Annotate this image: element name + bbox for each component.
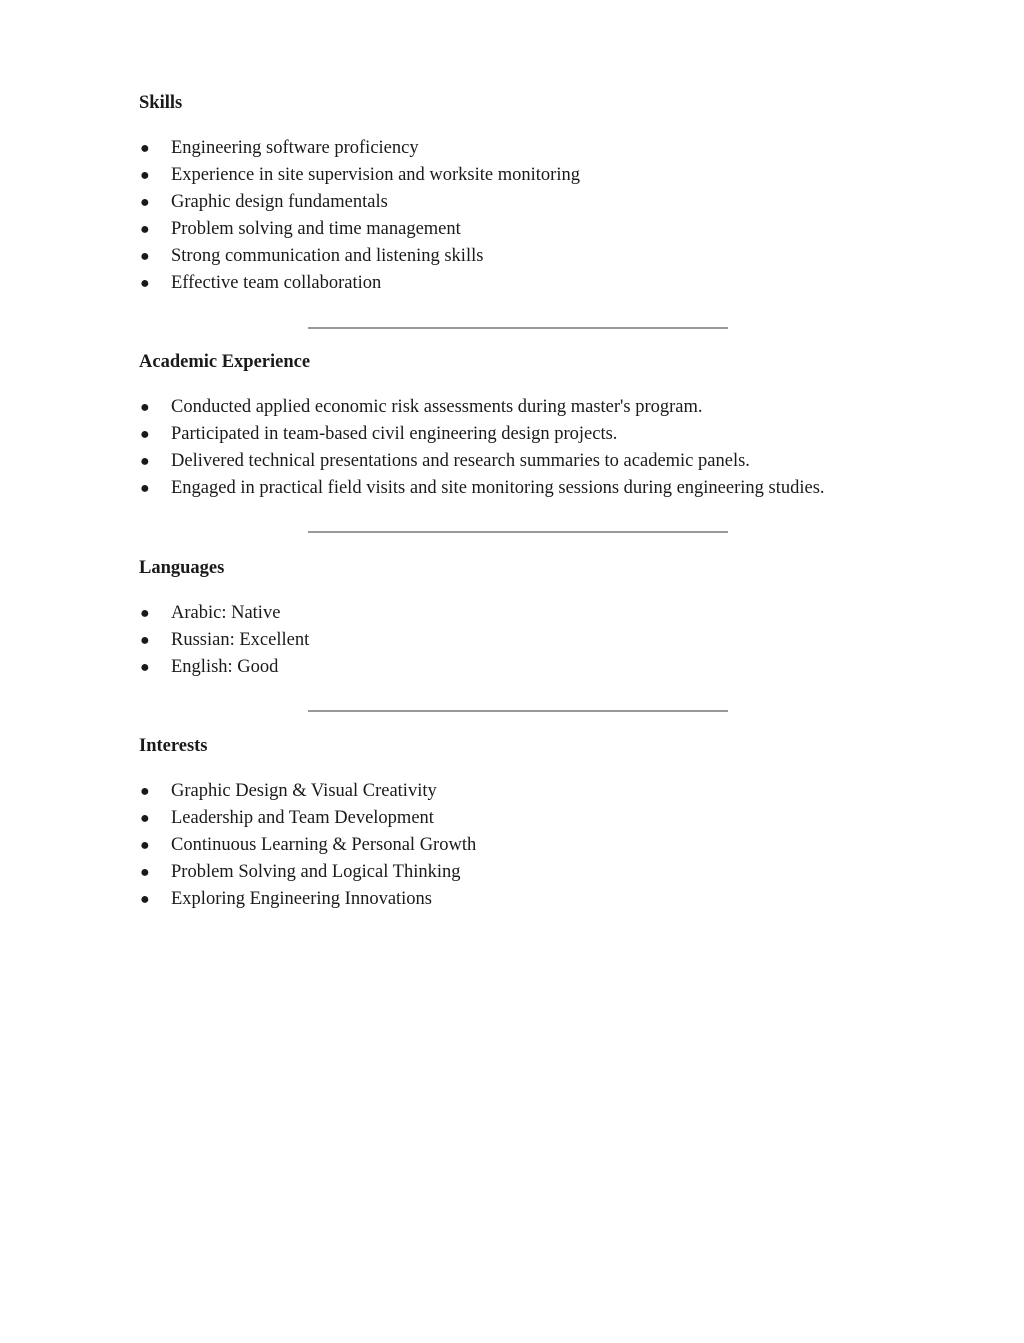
section-academic-experience	[139, 349, 825, 498]
list-item	[139, 448, 825, 475]
bullet-icon: ●	[140, 399, 150, 416]
item-text: Participated in team-based civil engineering design projects.	[171, 424, 618, 444]
bullet-icon: ●	[140, 659, 150, 676]
section-heading: Skills	[139, 93, 183, 113]
bullet-icon: ●	[140, 167, 150, 184]
bullet-icon: ●	[140, 891, 150, 908]
list-item	[139, 654, 309, 681]
bullet-icon: ●	[140, 783, 150, 800]
list-item	[139, 886, 476, 913]
list-item	[139, 243, 580, 270]
list-item	[139, 162, 580, 189]
interests-list	[139, 778, 476, 913]
list-item	[139, 475, 825, 502]
bullet-icon: ●	[140, 453, 150, 470]
bullet-icon: ●	[140, 810, 150, 827]
item-text: Delivered technical presentations and research summaries to academic panels.	[171, 451, 750, 471]
list-item	[139, 778, 476, 805]
item-text: Exploring Engineering Innovations	[171, 889, 433, 909]
languages-list	[139, 600, 309, 681]
section-interests	[139, 733, 477, 909]
item-text: Engaged in practical field visits and site monitoring sessions during engineering studies.	[171, 478, 825, 498]
list-item	[139, 859, 476, 886]
item-text: Problem Solving and Logical Thinking	[171, 862, 461, 882]
item-text: Continuous Learning & Personal Growth	[171, 835, 477, 855]
divider: __________________________________________	[308, 310, 728, 330]
item-text: English: Good	[171, 657, 279, 677]
academic-list	[139, 394, 825, 502]
list-item	[139, 135, 580, 162]
item-text: Effective team collaboration	[171, 273, 382, 293]
item-text: Arabic: Native	[171, 603, 281, 623]
bullet-icon: ●	[140, 837, 150, 854]
item-text: Graphic Design & Visual Creativity	[171, 781, 437, 801]
bullet-icon: ●	[140, 632, 150, 649]
bullet-icon: ●	[140, 605, 150, 622]
item-text: Strong communication and listening skills	[171, 246, 484, 266]
section-heading: Languages	[139, 558, 225, 578]
section-heading: Academic Experience	[139, 352, 311, 372]
item-text: Engineering software proficiency	[171, 138, 419, 158]
bullet-icon: ●	[140, 248, 150, 265]
list-item	[139, 600, 309, 627]
item-text: Russian: Excellent	[171, 630, 310, 650]
divider: __________________________________________	[308, 693, 728, 713]
list-item	[139, 421, 825, 448]
list-item	[139, 832, 476, 859]
skills-list	[139, 135, 580, 297]
section-heading: Interests	[139, 736, 208, 756]
section-skills	[139, 90, 580, 293]
item-text: Experience in site supervision and worksite monitoring	[171, 165, 580, 185]
list-item	[139, 627, 309, 654]
divider: __________________________________________	[308, 514, 728, 534]
bullet-icon: ●	[140, 275, 150, 292]
list-item	[139, 270, 580, 297]
list-item	[139, 805, 476, 832]
bullet-icon: ●	[140, 426, 150, 443]
bullet-icon: ●	[140, 140, 150, 157]
list-item	[139, 394, 825, 421]
item-text: Leadership and Team Development	[171, 808, 434, 828]
bullet-icon: ●	[140, 864, 150, 881]
item-text: Problem solving and time management	[171, 219, 461, 239]
list-item	[139, 216, 580, 243]
bullet-icon: ●	[140, 194, 150, 211]
bullet-icon: ●	[140, 480, 150, 497]
list-item	[139, 189, 580, 216]
bullet-icon: ●	[140, 221, 150, 238]
item-text: Graphic design fundamentals	[171, 192, 388, 212]
section-languages	[139, 555, 310, 677]
item-text: Conducted applied economic risk assessments during master's program.	[171, 397, 703, 417]
